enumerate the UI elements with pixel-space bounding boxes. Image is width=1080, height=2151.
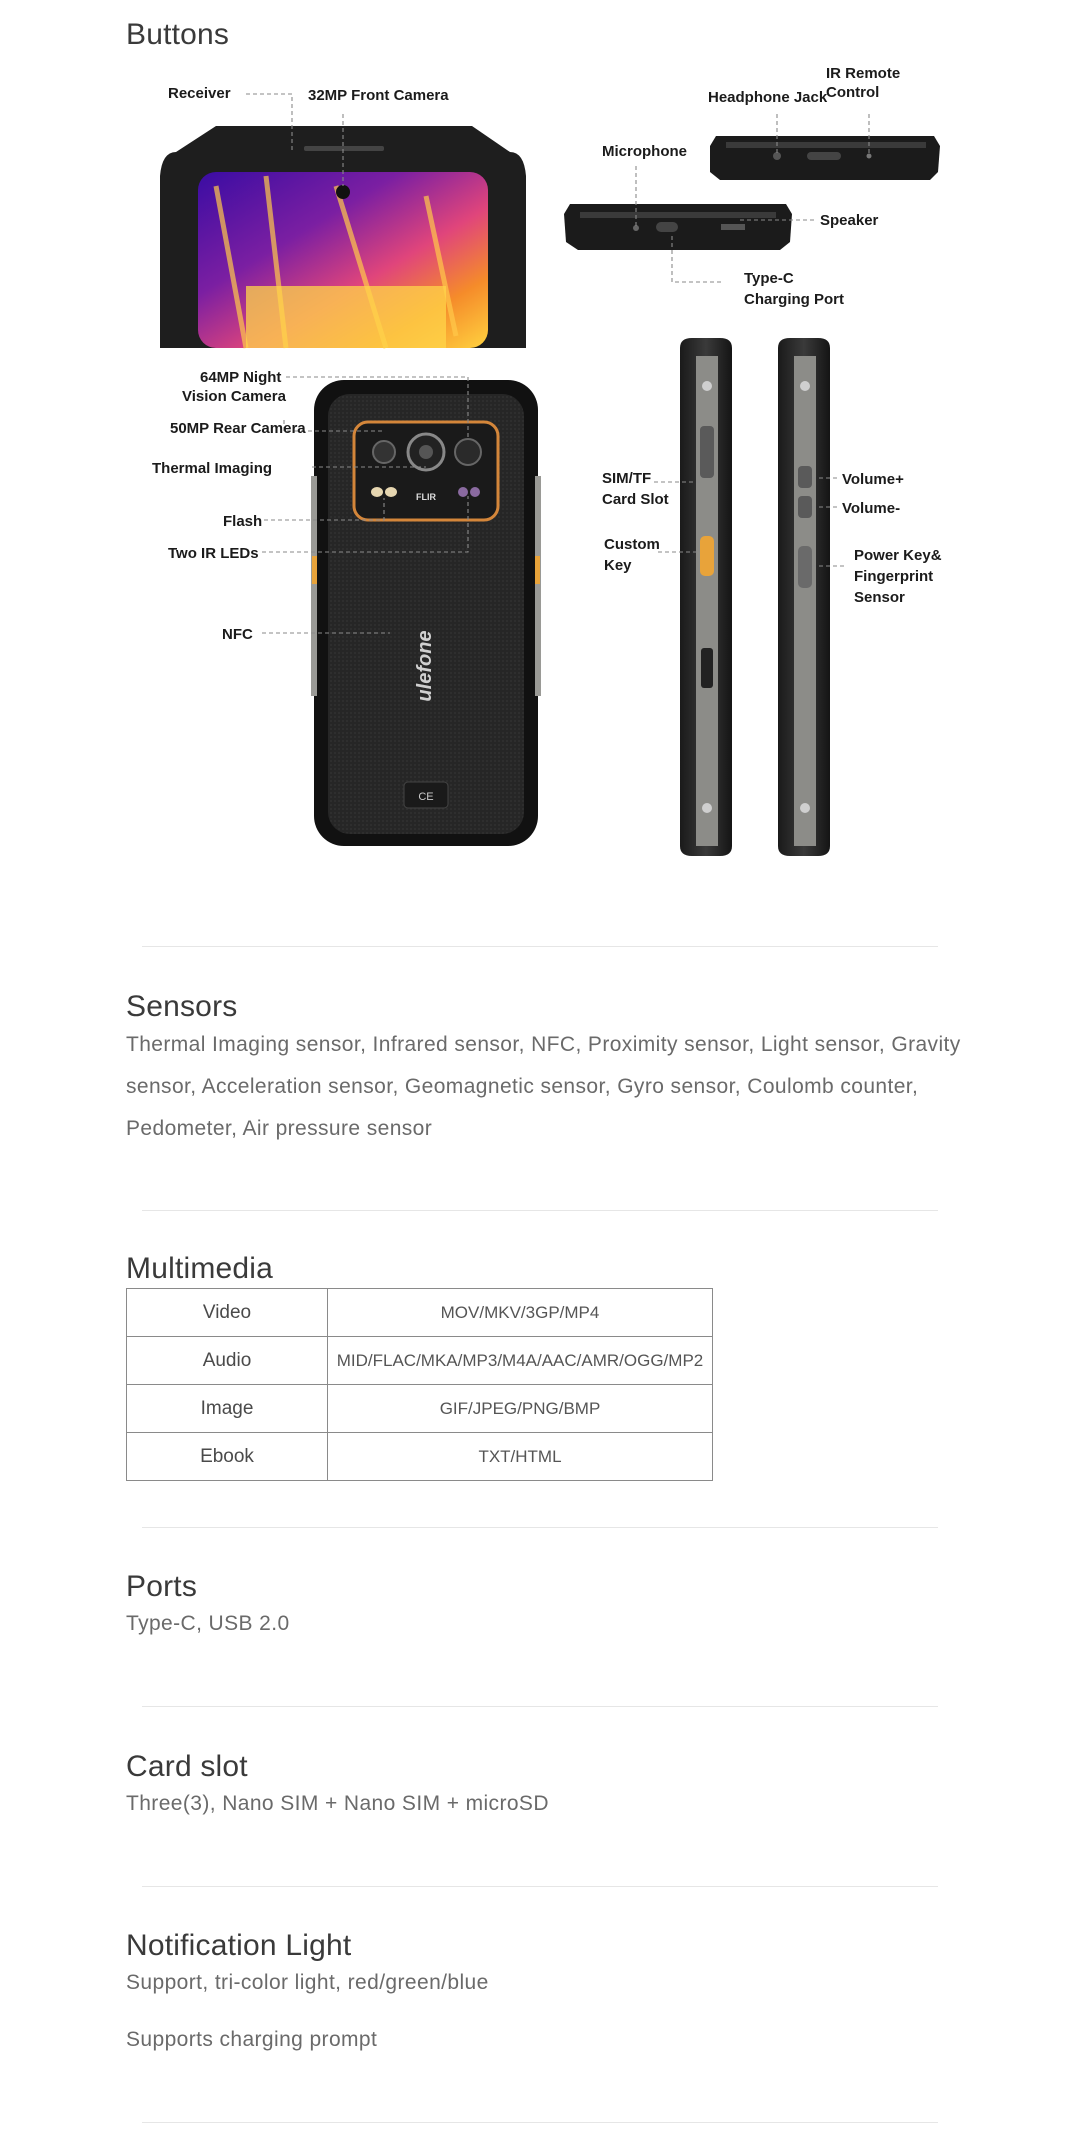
label-ir-remote-line1: IR Remote <box>826 65 901 82</box>
label-custom-key-line1: Custom <box>604 536 660 553</box>
card-slot-text: Three(3), Nano SIM + Nano SIM + microSD <box>126 1792 549 1815</box>
notification-text: Support, tri-color light, red/green/blue <box>126 1971 489 1994</box>
night-camera-lens <box>455 439 481 465</box>
ce-mark: CE <box>418 791 434 803</box>
label-nfc: NFC <box>222 626 253 643</box>
label-power-line3: Sensor <box>854 589 905 606</box>
volume-up-key <box>798 466 812 488</box>
ir-led <box>458 487 468 497</box>
sensors-heading: Sensors <box>126 990 238 1023</box>
phone-bottom-edge-view <box>564 204 792 250</box>
receiver-grille <box>304 146 384 151</box>
phone-rear-view <box>311 380 541 846</box>
flir-logo: FLIR <box>416 492 436 502</box>
label-front-camera: 32MP Front Camera <box>308 87 449 104</box>
label-headphone-jack: Headphone Jack <box>708 89 828 106</box>
table-cell-formats: GIF/JPEG/PNG/BMP <box>328 1385 713 1433</box>
power-key <box>798 546 812 588</box>
label-ir-leds: Two IR LEDs <box>168 545 259 562</box>
label-sim-line2: Card Slot <box>602 491 669 508</box>
label-microphone: Microphone <box>602 143 687 160</box>
table-cell-formats: MID/FLAC/MKA/MP3/M4A/AAC/AMR/OGG/MP2 <box>328 1337 713 1385</box>
table-row <box>127 1385 713 1433</box>
label-rear-camera: 50MP Rear Camera <box>170 420 306 437</box>
front-camera-lens <box>336 185 350 199</box>
divider <box>142 1527 938 1528</box>
table-row <box>127 1433 713 1481</box>
label-power-line1: Power Key& <box>854 547 942 564</box>
notification-heading: Notification Light <box>126 1929 352 1962</box>
phone-right-side-view <box>778 338 830 856</box>
label-receiver: Receiver <box>168 85 231 102</box>
multimedia-heading: Multimedia <box>126 1252 274 1285</box>
multimedia-table <box>126 1288 713 1481</box>
label-night-camera-line2: Vision Camera <box>182 388 286 405</box>
divider <box>142 1706 938 1707</box>
label-custom-key-line2: Key <box>604 557 632 574</box>
phone-buttons-diagram <box>126 56 968 870</box>
card-slot-heading: Card slot <box>126 1750 248 1783</box>
custom-key <box>700 536 714 576</box>
ports-text: Type-C, USB 2.0 <box>126 1612 290 1635</box>
sim-tray <box>700 426 714 478</box>
ports-heading: Ports <box>126 1570 198 1603</box>
table-cell-type: Ebook <box>127 1433 328 1481</box>
phone-top-edge-view <box>710 136 940 180</box>
label-power-line2: Fingerprint <box>854 568 934 585</box>
flash-led <box>371 487 383 497</box>
table-cell-type: Video <box>127 1289 328 1337</box>
phone-left-side-view <box>680 338 732 856</box>
table-cell-type: Image <box>127 1385 328 1433</box>
notification-text-2: Supports charging prompt <box>126 2028 378 2051</box>
label-thermal-imaging: Thermal Imaging <box>152 460 273 477</box>
label-volume-down: Volume- <box>842 500 901 517</box>
label-night-camera-line1: 64MP Night <box>200 369 282 386</box>
label-ir-remote-line2: Control <box>826 84 880 101</box>
table-cell-type: Audio <box>127 1337 328 1385</box>
divider <box>142 1886 938 1887</box>
label-speaker: Speaker <box>820 212 879 229</box>
label-sim-line1: SIM/TF <box>602 470 652 487</box>
divider <box>142 946 938 947</box>
label-flash: Flash <box>223 513 263 530</box>
divider <box>142 1210 938 1211</box>
label-volume-up: Volume+ <box>842 471 904 488</box>
table-row <box>127 1337 713 1385</box>
label-typec-line1: Type-C <box>744 270 794 287</box>
label-typec-line2: Charging Port <box>744 291 844 308</box>
volume-down-key <box>798 496 812 518</box>
table-cell-formats: MOV/MKV/3GP/MP4 <box>328 1289 713 1337</box>
ulefone-logo: ulefone <box>414 630 436 702</box>
rear-camera-lens <box>373 441 395 463</box>
table-cell-formats: TXT/HTML <box>328 1433 713 1481</box>
divider <box>142 2122 938 2123</box>
sensors-text: Thermal Imaging sensor, Infrared sensor, NFC, Proximity sensor, Light sensor, Gravity sensor, Acceleration sensor, Geomagnetic sensor, Gyro sensor, Coulomb counter, Pedometer, Air pressure sensor <box>126 1033 961 1140</box>
buttons-heading: Buttons <box>126 18 230 51</box>
table-row <box>127 1289 713 1337</box>
